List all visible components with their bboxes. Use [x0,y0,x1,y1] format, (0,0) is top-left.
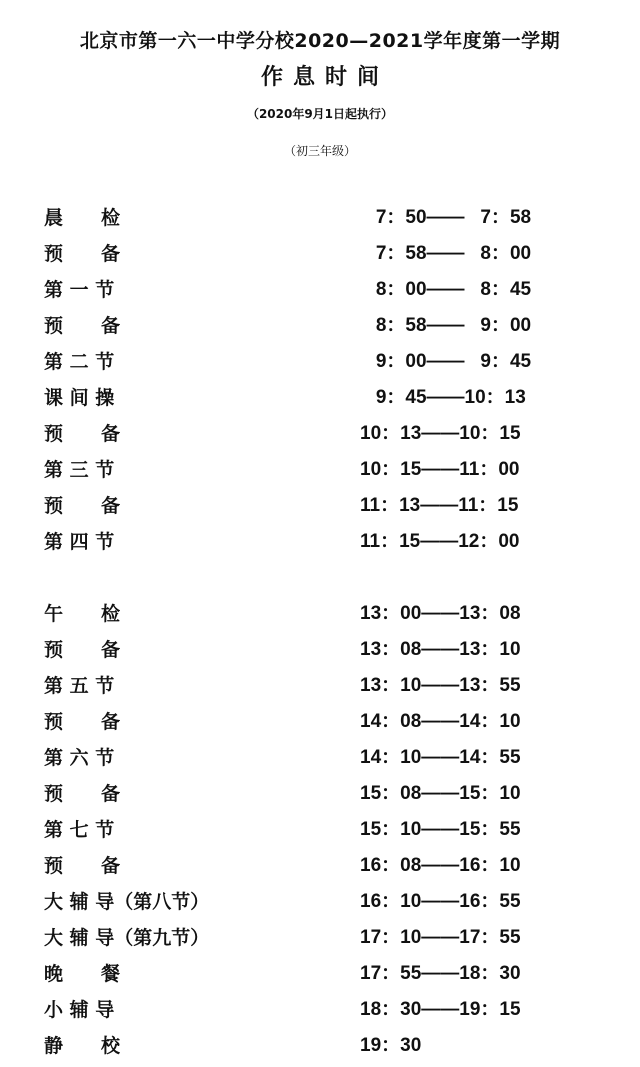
period-time: 13：08——13：10 [360,639,521,660]
period-time: 14：08——14：10 [360,711,521,732]
period-time: 7：50—— 7：58 [360,207,532,228]
effective-date: （2020年9月1日起执行） [246,107,394,121]
school-term-title: 北京市第一六一中学分校2020—2021学年度第一学期 [79,30,561,52]
period-time: 10：15——11：00 [360,459,520,480]
period-label: 第 三 节 [44,459,115,481]
schedule-row [0,740,640,776]
schedule-row [0,272,640,308]
schedule-row [0,308,640,344]
schedule-row [0,704,640,740]
period-time: 18：30——19：15 [360,999,521,1020]
period-time: 8：58—— 9：00 [360,315,532,336]
schedule-row [0,380,640,416]
period-time: 16：10——16：55 [360,891,521,912]
period-label: 大 辅 导（第九节） [44,927,210,949]
period-time: 17：55——18：30 [360,963,521,984]
period-time: 13：10——13：55 [360,675,521,696]
period-time: 11：15——12：00 [360,531,520,552]
period-label: 第 七 节 [44,819,115,841]
schedule-row [0,488,640,524]
schedule-row [0,236,640,272]
period-label: 预 备 [44,639,121,661]
schedule-row [0,884,640,920]
period-label: 晨 检 [44,207,121,229]
period-time: 11：13——11：15 [360,495,519,516]
period-label: 预 备 [44,855,121,877]
period-label: 预 备 [44,315,121,337]
schedule-row [0,812,640,848]
schedule-row [0,668,640,704]
period-time: 14：10——14：55 [360,747,521,768]
period-label: 午 检 [44,603,121,625]
schedule-row [0,416,640,452]
period-label: 课 间 操 [44,387,115,409]
schedule-row [0,344,640,380]
period-time: 17：10——17：55 [360,927,521,948]
period-time: 15：08——15：10 [360,783,521,804]
period-label: 小 辅 导 [44,999,115,1021]
schedule-row [0,956,640,992]
period-label: 预 备 [44,711,121,733]
schedule-row [0,452,640,488]
schedule-row [0,920,640,956]
period-label: 第 二 节 [44,351,115,373]
period-label: 第 五 节 [44,675,115,697]
period-time: 13：00——13：08 [360,603,521,624]
schedule-row [0,200,640,236]
period-label: 预 备 [44,495,121,517]
period-time: 10：13——10：15 [360,423,521,444]
schedule-row [0,632,640,668]
schedule-row [0,776,640,812]
period-time: 16：08——16：10 [360,855,521,876]
schedule-row [0,524,640,560]
period-label: 第 六 节 [44,747,115,769]
period-time: 9：00—— 9：45 [360,351,532,372]
period-label: 静 校 [44,1035,121,1057]
period-label: 第 四 节 [44,531,115,553]
schedule-row [0,1028,640,1064]
period-time: 9：45——10：13 [360,387,526,408]
schedule-row [0,596,640,632]
period-label: 预 备 [44,783,121,805]
period-time: 15：10——15：55 [360,819,521,840]
period-label: 第 一 节 [44,279,115,301]
period-time: 19：30 [360,1035,422,1056]
schedule-row [0,992,640,1028]
grade-label: （初三年级） [283,144,356,158]
period-label: 大 辅 导（第八节） [44,891,210,913]
period-label: 晚 餐 [44,963,121,985]
period-label: 预 备 [44,423,121,445]
period-time: 7：58—— 8：00 [360,243,532,264]
schedule-row [0,848,640,884]
period-label: 预 备 [44,243,121,265]
document-title: 作息时间 [260,65,389,90]
period-time: 8：00—— 8：45 [360,279,532,300]
